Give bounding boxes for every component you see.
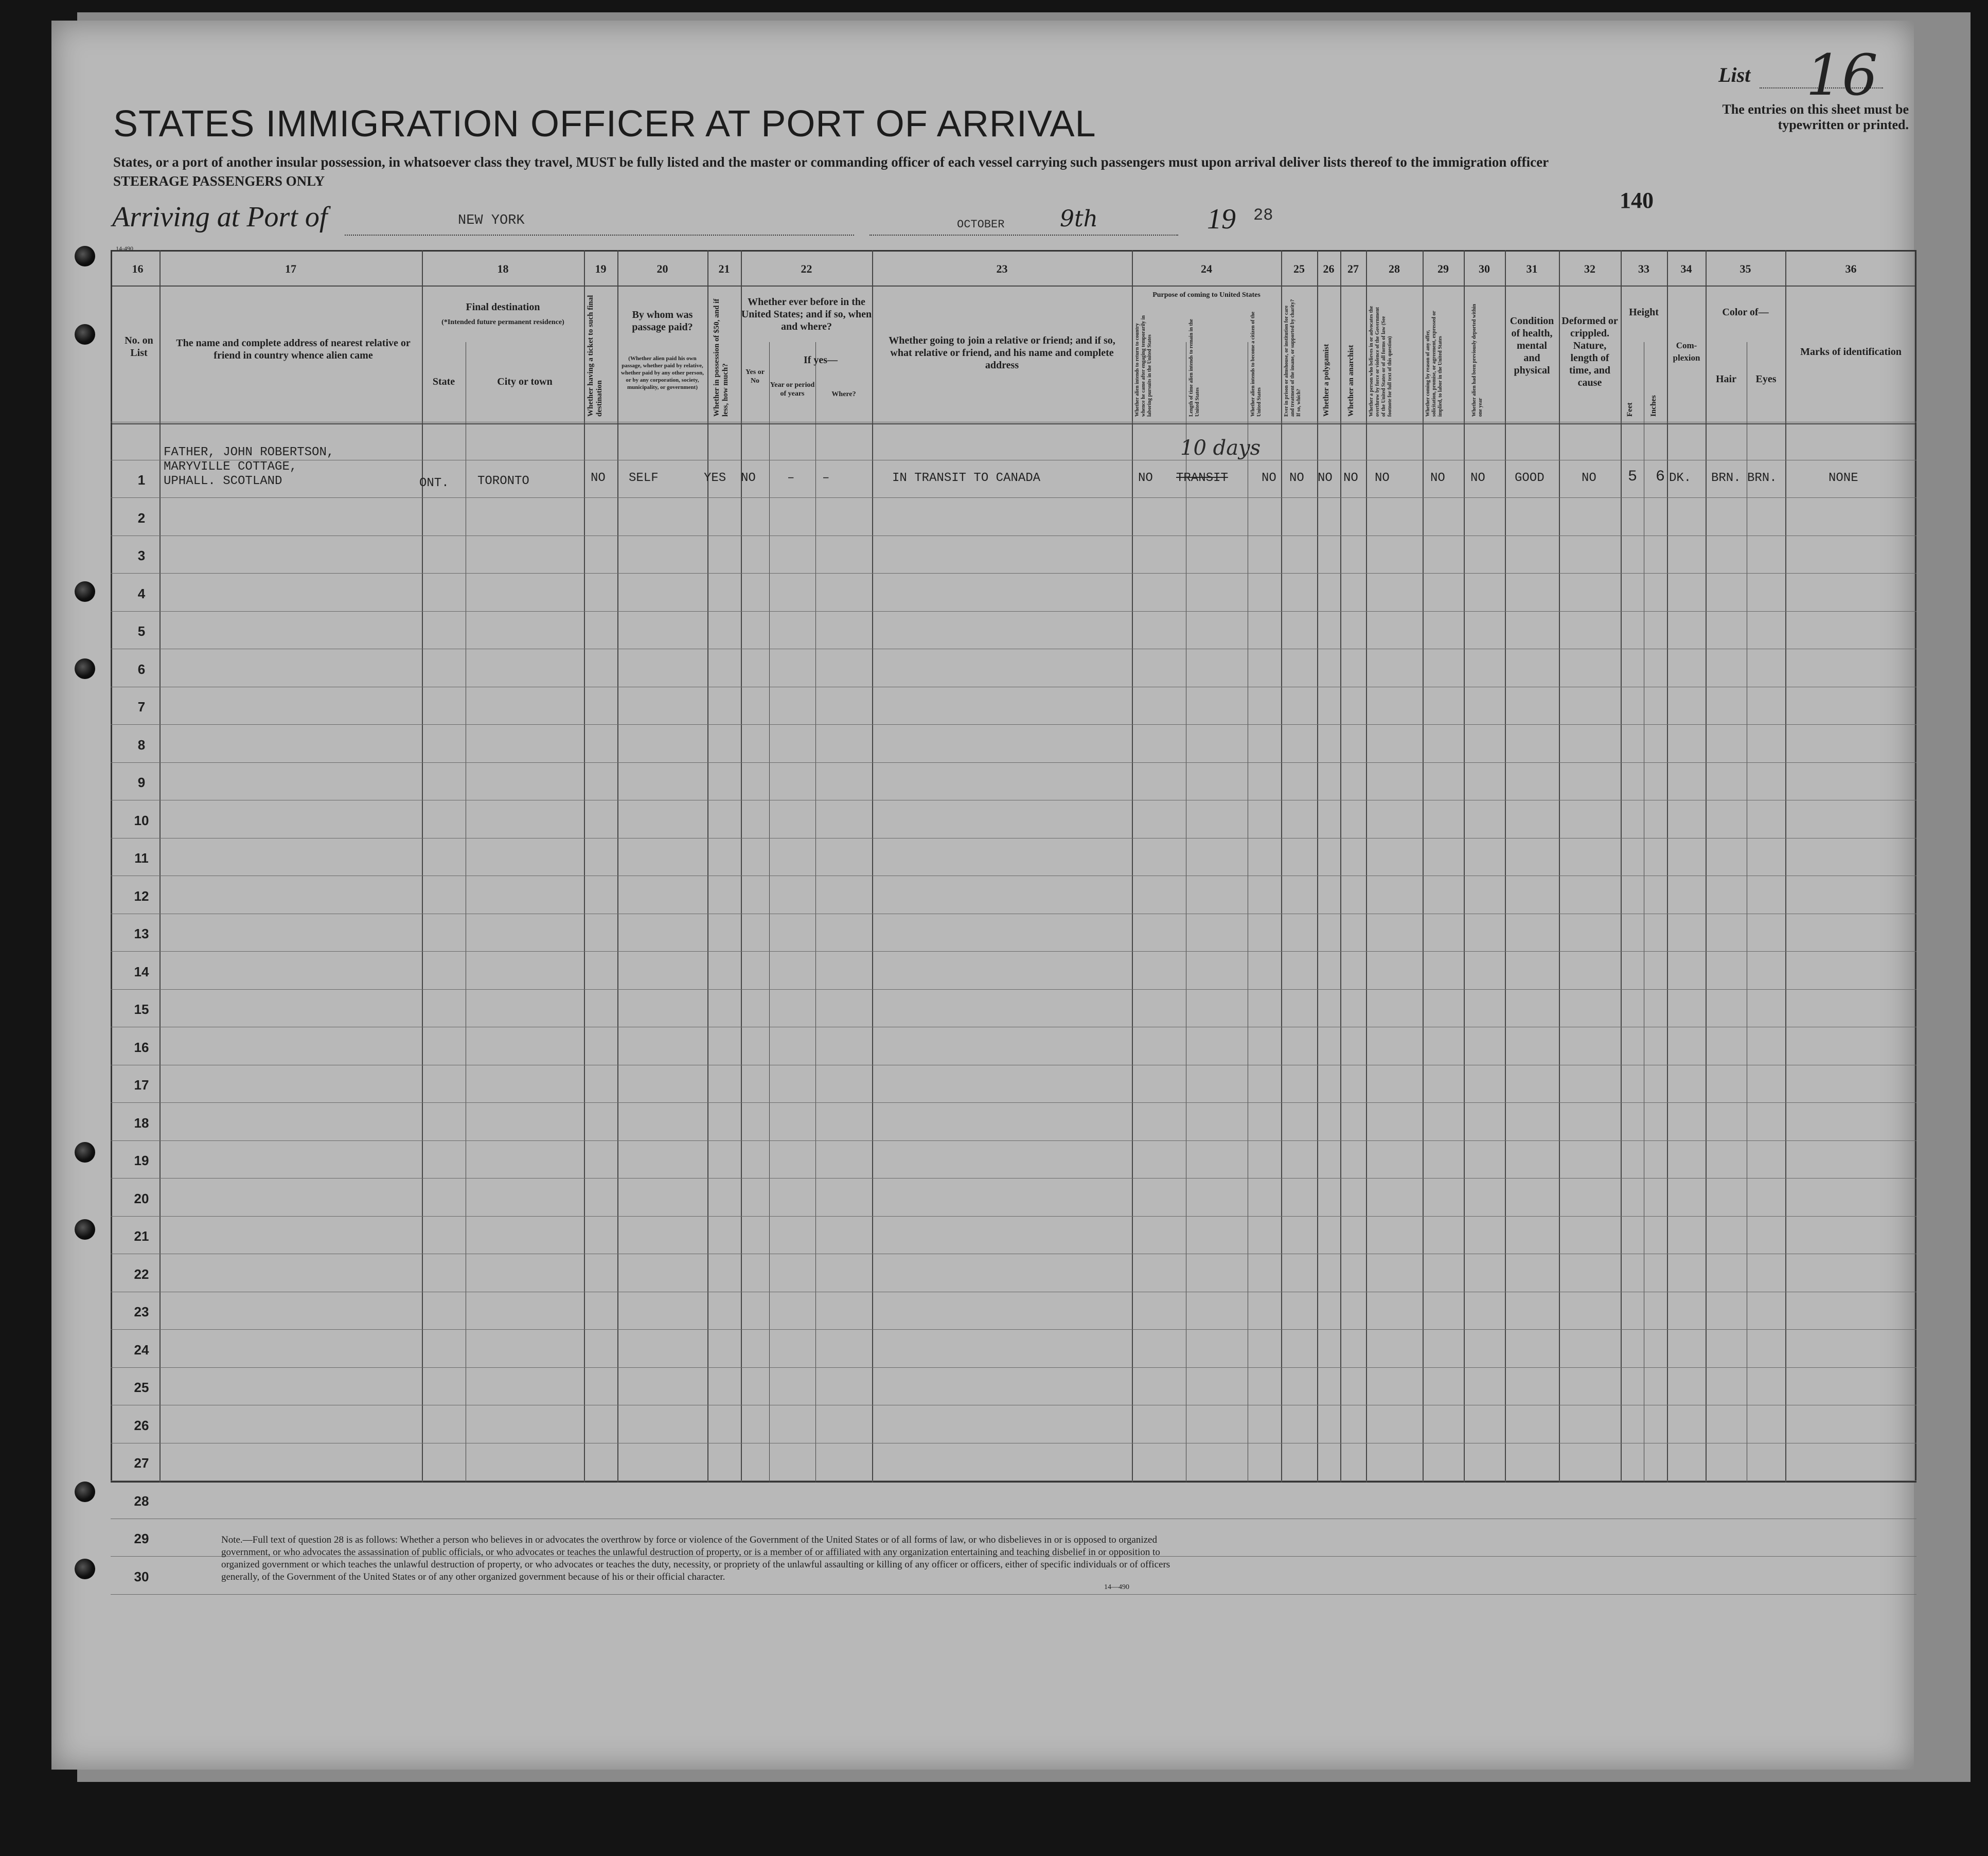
- punch-hole: [75, 1559, 95, 1579]
- column-rule: [422, 250, 423, 1483]
- column-number: 31: [1526, 262, 1538, 275]
- row-number: 3: [137, 548, 146, 563]
- column-number: 21: [718, 262, 730, 275]
- instructions-text: States, or a port of another insular possession, in whatsoever class they travel, MUST be fully listed and the master or commanding officer of each vessel carrying such passengers must upon arrival deliver lists thereof to the immigration officer: [113, 154, 1549, 170]
- column-number: 23: [996, 262, 1008, 275]
- column-rule: [1340, 250, 1341, 1483]
- row-number: 19: [134, 1153, 149, 1168]
- row-number: 8: [137, 737, 146, 753]
- deported-value: NO: [1470, 471, 1485, 485]
- header-paid-by-note: (Whether alien paid his own passage, whether paid by relative, whether paid by any other person, or by any corporation, society, municipality, or government): [621, 355, 704, 390]
- length-handwritten: 10 days: [1180, 436, 1261, 460]
- header-nearest-relative: The name and complete address of nearest relative or friend in country whence alien came: [176, 337, 411, 361]
- month-value: OCTOBER: [957, 218, 1005, 231]
- header-year-period: Year or period of years: [770, 381, 815, 398]
- column-rule: [1559, 250, 1560, 1483]
- anarchist-value: NO: [1343, 471, 1358, 485]
- sub-column-rule: [769, 342, 770, 1483]
- before-where-value: –: [822, 471, 830, 485]
- punch-hole: [75, 581, 95, 602]
- before-us-value: NO: [741, 471, 756, 485]
- row-rule: [111, 951, 1916, 952]
- return-value: NO: [1138, 471, 1153, 485]
- row-number: 9: [137, 775, 146, 790]
- inches-value: 6: [1656, 468, 1665, 486]
- header-color-of: Color of—: [1722, 307, 1769, 318]
- header-purpose: Purpose of coming to United States: [1152, 291, 1261, 299]
- relative-line-1: FATHER, JOHN ROBERTSON,: [164, 445, 334, 459]
- row-rule: [111, 1178, 1916, 1179]
- sub-column-rule: [815, 342, 816, 1483]
- row-number: 24: [134, 1342, 149, 1358]
- relative-line-3: UPHALL. SCOTLAND: [164, 474, 282, 488]
- column-number: 33: [1638, 262, 1649, 275]
- column-rule: [741, 250, 742, 1483]
- header-complexion: Com-plexion: [1673, 341, 1700, 363]
- row-number: 27: [134, 1455, 149, 1471]
- row-number: 1: [137, 472, 146, 488]
- day-value: 9th: [1060, 206, 1098, 232]
- row-number: 28: [134, 1493, 149, 1509]
- column-rule: [1667, 250, 1668, 1483]
- header-paid-by: By whom was passage paid?: [632, 309, 693, 333]
- header-height: Height: [1629, 307, 1659, 318]
- header-no-on-list: No. on List: [125, 335, 153, 359]
- port-line: [345, 235, 854, 236]
- list-number: 16: [1806, 42, 1878, 108]
- column-number: 28: [1389, 262, 1400, 275]
- header-city: City or town: [497, 376, 553, 387]
- state-value: ONT.: [419, 476, 449, 490]
- header-deported: Whether alien had been previously deported within one year: [1471, 304, 1483, 417]
- row-rule: [111, 762, 1916, 763]
- footnote: Note.—Full text of question 28 is as follows: Whether a person who believes in or advocates the overthrow by force or violence of the Government of the United States or of all forms of law, or who disbelieves in or is opposed to organized government, or who advocates the assassination of public officials, or who advocates or teaches the unlawful destruction of property, or is a member of or affiliated with any organization entertaining and teaching disbelief in or opposition to organized government or which teaches the unlawful destruction of property, or who advocates or teaches the duty, necessity, or propriety of the unlawful assaulting or killing of any officer or officers, either of specific individuals or of officers generally, of the Government of the United States or of any other organized government because of his or their official character.: [221, 1534, 1170, 1582]
- passenger-class: STEERAGE PASSENGERS ONLY: [113, 173, 325, 189]
- feet-value: 5: [1628, 468, 1638, 486]
- row-rule: [111, 1367, 1916, 1368]
- header-final-destination: Final destination: [466, 301, 540, 313]
- header-rule: [112, 285, 1915, 287]
- row-number: 11: [134, 850, 149, 866]
- row-number: 23: [134, 1304, 149, 1319]
- header-anarchist: Whether an anarchist: [1347, 345, 1355, 417]
- arriving-label: Arriving at Port of: [112, 201, 328, 233]
- column-number: 16: [132, 262, 144, 275]
- row-number: 21: [134, 1228, 149, 1244]
- header-ticket: Whether having a ticket to such final destination: [587, 295, 604, 417]
- before-year-value: –: [787, 471, 795, 485]
- punch-hole: [75, 324, 95, 345]
- offer-value: NO: [1430, 471, 1445, 485]
- header-where: Where?: [831, 390, 856, 398]
- row-rule: [111, 1216, 1916, 1217]
- header-yes-no: Yes or No: [745, 368, 765, 385]
- row-number: 25: [134, 1380, 149, 1395]
- prison-value: NO: [1289, 471, 1304, 485]
- column-rule: [707, 250, 708, 1483]
- eyes-value: BRN.: [1747, 471, 1777, 485]
- column-rule: [1281, 250, 1282, 1483]
- punch-hole: [75, 246, 95, 266]
- row-number: 12: [134, 888, 149, 904]
- column-rule: [1317, 250, 1318, 1483]
- row-number: 22: [134, 1266, 149, 1282]
- polygamist-value: NO: [1318, 471, 1333, 485]
- length-typed-value: TRANSIT: [1176, 471, 1228, 485]
- header-final-destination-note: (*Intended future permanent residence): [441, 318, 564, 326]
- row-number: 14: [134, 963, 149, 979]
- row-rule: [111, 989, 1916, 990]
- column-number: 29: [1437, 262, 1449, 275]
- header-before-us: Whether ever before in the United States; and if so, when and where?: [741, 296, 872, 332]
- column-rule: [1132, 250, 1133, 1483]
- date-line: [869, 235, 1178, 236]
- column-rule: [617, 250, 618, 1483]
- row-number: 17: [134, 1077, 149, 1093]
- row-rule: [111, 611, 1916, 612]
- row-number: 20: [134, 1190, 149, 1206]
- row-rule: [111, 1329, 1916, 1330]
- punch-hole: [75, 658, 95, 679]
- column-number: 32: [1584, 262, 1595, 275]
- citizen-value: NO: [1262, 471, 1276, 485]
- header-polygamist: Whether a polygamist: [1322, 344, 1330, 417]
- header-purpose-citizen: Whether alien intends to become a citizen of the United States: [1250, 311, 1262, 417]
- row-number: 4: [137, 585, 146, 601]
- punch-hole: [75, 1219, 95, 1240]
- complexion-value: DK.: [1669, 471, 1692, 485]
- page-title: STATES IMMIGRATION OFFICER AT PORT OF ARRIVAL: [113, 103, 1096, 145]
- header-feet: Feet: [1626, 402, 1634, 417]
- row-number: 13: [134, 926, 149, 941]
- column-rule: [1621, 250, 1622, 1483]
- column-number: 36: [1845, 262, 1857, 275]
- header-eyes: Eyes: [1755, 373, 1777, 385]
- header-inches: Inches: [1649, 395, 1658, 417]
- header-deformed: Deformed or crippled. Nature, length of time, and cause: [1561, 315, 1618, 388]
- ticket-value: NO: [591, 471, 606, 485]
- column-rule: [1464, 250, 1465, 1483]
- overthrow-value: NO: [1375, 471, 1390, 485]
- header-state: State: [432, 376, 455, 387]
- column-number: 35: [1739, 262, 1751, 275]
- city-value: TORONTO: [477, 474, 529, 488]
- year-value: 28: [1253, 206, 1273, 225]
- footnote-code: 14—490: [1104, 1583, 1129, 1591]
- row-rule: [111, 1102, 1916, 1103]
- deformed-value: NO: [1582, 471, 1596, 485]
- column-number: 24: [1201, 262, 1212, 275]
- column-number: 34: [1680, 262, 1692, 275]
- column-number: 22: [801, 262, 812, 275]
- punch-hole: [75, 1142, 95, 1163]
- form-code: 14-490: [116, 245, 133, 252]
- sheet-number: 140: [1620, 188, 1654, 213]
- row-number: 29: [134, 1531, 149, 1546]
- possession-value: YES: [704, 471, 726, 485]
- column-rule: [584, 250, 585, 1483]
- row-number: 5: [137, 623, 146, 639]
- header-offer: Whether coming by reason of any offer, solicitation, promise, or agreement, expressed or implied, to labor in the United States: [1425, 311, 1443, 417]
- row-number: 18: [134, 1115, 149, 1131]
- health-value: GOOD: [1515, 471, 1545, 485]
- year-prefix: 19: [1207, 203, 1236, 235]
- paid-by-value: SELF: [629, 471, 659, 485]
- column-rule: [1505, 250, 1506, 1483]
- row-number: 26: [134, 1417, 149, 1433]
- header-prison: Ever in prison or almshouse, or institution for care and treatment of the insane, or supported by charity? If so, which?: [1284, 299, 1302, 417]
- header-join-relative: Whether going to join a relative or friend; and if so, what relative or friend, and his name and complete address: [889, 335, 1115, 371]
- header-if-yes: If yes—: [803, 354, 838, 366]
- row-number: 2: [137, 510, 146, 526]
- column-number: 20: [656, 262, 668, 275]
- header-purpose-length: Length of time alien intends to remain in the United States: [1188, 319, 1200, 417]
- header-overthrow: Whether a person who believes in or advocates the overthrow by force or violence of the Government of the United States or of all forms of law (See footnote for full text of this question): [1369, 306, 1393, 417]
- header-condition: Condition of health, mental and physical: [1510, 315, 1554, 376]
- header-marks: Marks of identification: [1800, 346, 1902, 358]
- relative-line-2: MARYVILLE COTTAGE,: [164, 460, 297, 474]
- column-number: 17: [285, 262, 296, 275]
- header-possession: Whether in possession of $50, and if less, how much?: [713, 298, 730, 417]
- port-value: NEW YORK: [458, 213, 525, 228]
- column-rule: [1706, 250, 1707, 1483]
- row-number: 10: [134, 812, 149, 828]
- column-number: 27: [1347, 262, 1359, 275]
- column-number: 19: [595, 262, 607, 275]
- row-rule: [111, 1480, 1916, 1481]
- join-value: IN TRANSIT TO CANADA: [892, 471, 1041, 485]
- column-number: 30: [1479, 262, 1490, 275]
- column-rule: [1366, 250, 1367, 1483]
- entries-note: The entries on this sheet must be typewritten or printed.: [1722, 102, 1909, 132]
- column-number: 26: [1323, 262, 1335, 275]
- header-purpose-return: Whether alien intends to return to country whence he came after engaging temporarily in laboring pursuits in the United States: [1134, 315, 1152, 417]
- row-number: 16: [134, 1039, 149, 1055]
- row-rule: [111, 573, 1916, 574]
- column-number: 18: [497, 262, 509, 275]
- row-rule: [111, 497, 1916, 498]
- manifest-table: [111, 250, 1916, 1483]
- column-rule: [159, 250, 161, 1483]
- row-number: 30: [134, 1568, 149, 1584]
- hair-value: BRN.: [1711, 471, 1741, 485]
- header-rule: [112, 423, 1915, 424]
- row-rule: [111, 724, 1916, 725]
- row-rule: [111, 1594, 1916, 1595]
- column-rule: [1423, 250, 1424, 1483]
- header-hair: Hair: [1716, 373, 1736, 385]
- row-number: 7: [137, 699, 146, 715]
- row-number: 6: [137, 661, 146, 677]
- row-number: 15: [134, 1002, 149, 1017]
- column-number: 25: [1293, 262, 1305, 275]
- row-rule: [111, 1140, 1916, 1141]
- marks-value: NONE: [1829, 471, 1858, 485]
- list-label: List: [1718, 63, 1751, 86]
- punch-hole: [75, 1482, 95, 1502]
- column-rule: [872, 250, 873, 1483]
- column-rule: [1785, 250, 1786, 1483]
